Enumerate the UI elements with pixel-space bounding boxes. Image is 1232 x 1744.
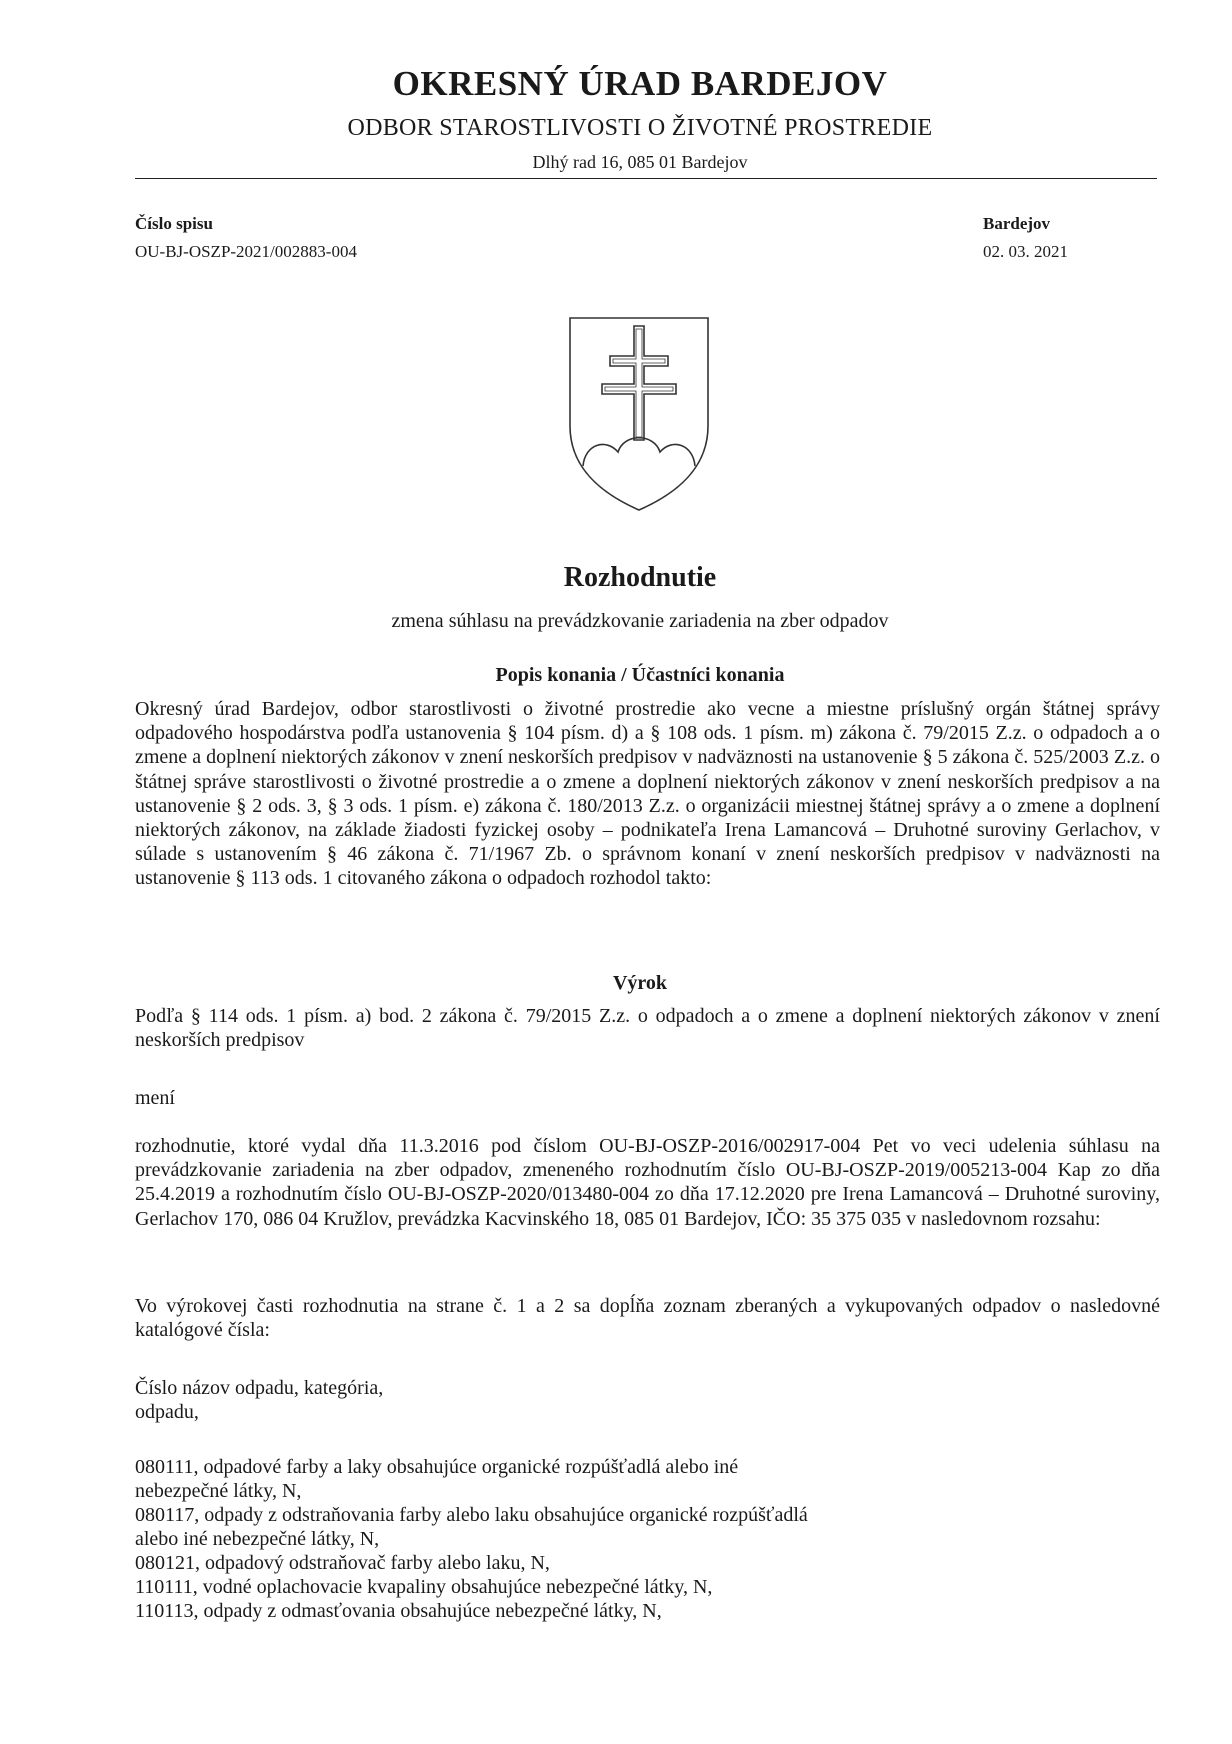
file-number-label: Číslo spisu	[135, 214, 213, 233]
department-name: ODBOR STAROSTLIVOSTI O ŽIVOTNÉ PROSTREDIE	[347, 115, 933, 141]
verdict-intro: Podľa § 114 ods. 1 písm. a) bod. 2 zákona č. 79/2015 Z.z. o odpadoch a o zmene a doplnení niektorých zákonov v znení neskorších predpisov	[135, 1005, 1160, 1052]
proceedings-heading: Popis konania / Účastníci konania	[495, 664, 785, 686]
date: 02. 03. 2021	[983, 242, 1068, 261]
decision-subtitle: zmena súhlasu na prevádzkovanie zariadenia na zber odpadov	[391, 610, 889, 632]
header-divider	[135, 178, 1157, 179]
authority-name: OKRESNÝ ÚRAD BARDEJOV	[392, 64, 888, 103]
waste-list-line: alebo iné nebezpečné látky, N,	[135, 1528, 380, 1550]
waste-list-line: nebezpečné látky, N,	[135, 1480, 302, 1502]
list-header-line: odpadu,	[135, 1401, 199, 1423]
coat-of-arms-icon	[568, 316, 710, 512]
verdict-heading: Výrok	[612, 972, 668, 994]
verdict-decision-text: rozhodnutie, ktoré vydal dňa 11.3.2016 pod číslom OU-BJ-OSZP-2016/002917-004 Pet vo veci udelenia súhlasu na prevádzkovanie zariadenia na zber odpadov, zmeneného rozhodnutím číslo OU-BJ-OSZP-2019/005213-004 Kap zo dňa 25.4.2019 a rozhodnutím číslo OU-BJ-OSZP-2020/013480-004 zo dňa 17.12.2020 pre Irena Lamancová – Druhotné suroviny, Gerlachov 170, 086 04 Kružlov, prevádzka Kacvinského 18, 085 01 Bardejov, IČO: 35 375 035 v nasledovnom rozsahu:	[135, 1135, 1160, 1230]
proceedings-text: Okresný úrad Bardejov, odbor starostlivosti o životné prostredie ako vecne a miestne príslušný orgán štátnej správy odpadového hospodárstva podľa ustanovenia § 104 písm. d) a § 108 ods. 1 písm. m) zákona č. 79/2015 Z.z. o odpadoch a o zmene a doplnení niektorých zákonov v znení neskorších predpisov v nadväznosti na ustanovenie § 5 zákona č. 525/2003 Z.z. o štátnej správe starostlivosti o životné prostredie a o zmene a doplnení niektorých zákonov v znení neskorších predpisov a na ustanovenie § 2 ods. 3, § 3 ods. 1 písm. e) zákona č. 180/2013 Z.z. o organizácii miestnej štátnej správy a o zmene a doplnení niektorých zákonov, na základe žiadosti fyzickej osoby – podnikateľa Irena Lamancová – Druhotné suroviny Gerlachov, v súlade s ustanovením § 46 zákona č. 71/1967 Zb. o správnom konaní v znení neskorších predpisov v nadväznosti na ustanovenie § 113 ods. 1 citovaného zákona o odpadoch rozhodol takto:	[135, 698, 1160, 890]
authority-address: Dlhý rad 16, 085 01 Bardejov	[532, 152, 748, 172]
place-date-block	[983, 210, 1068, 266]
file-number-block	[135, 210, 357, 266]
waste-list-line: 080121, odpadový odstraňovač farby alebo laku, N,	[135, 1552, 550, 1574]
waste-list-line: 110113, odpady z odmasťovania obsahujúce nebezpečné látky, N,	[135, 1600, 662, 1622]
file-number: OU-BJ-OSZP-2021/002883-004	[135, 242, 357, 261]
waste-list-line: 080111, odpadové farby a laky obsahujúce organické rozpúšťadlá alebo iné	[135, 1456, 739, 1478]
decision-title: Rozhodnutie	[563, 562, 717, 593]
list-header-line: Číslo názov odpadu, kategória,	[135, 1377, 384, 1399]
verdict-addition-text: Vo výrokovej časti rozhodnutia na strane č. 1 a 2 sa dopĺňa zoznam zberaných a vykupovaných odpadov o nasledovné katalógové čísla:	[135, 1295, 1160, 1342]
place: Bardejov	[983, 214, 1051, 233]
waste-list-line: 110111, vodné oplachovacie kvapaliny obsahujúce nebezpečné látky, N,	[135, 1576, 713, 1598]
waste-list-line: 080117, odpady z odstraňovania farby alebo laku obsahujúce organické rozpúšťadlá	[135, 1504, 808, 1526]
verdict-action: mení	[135, 1087, 175, 1109]
